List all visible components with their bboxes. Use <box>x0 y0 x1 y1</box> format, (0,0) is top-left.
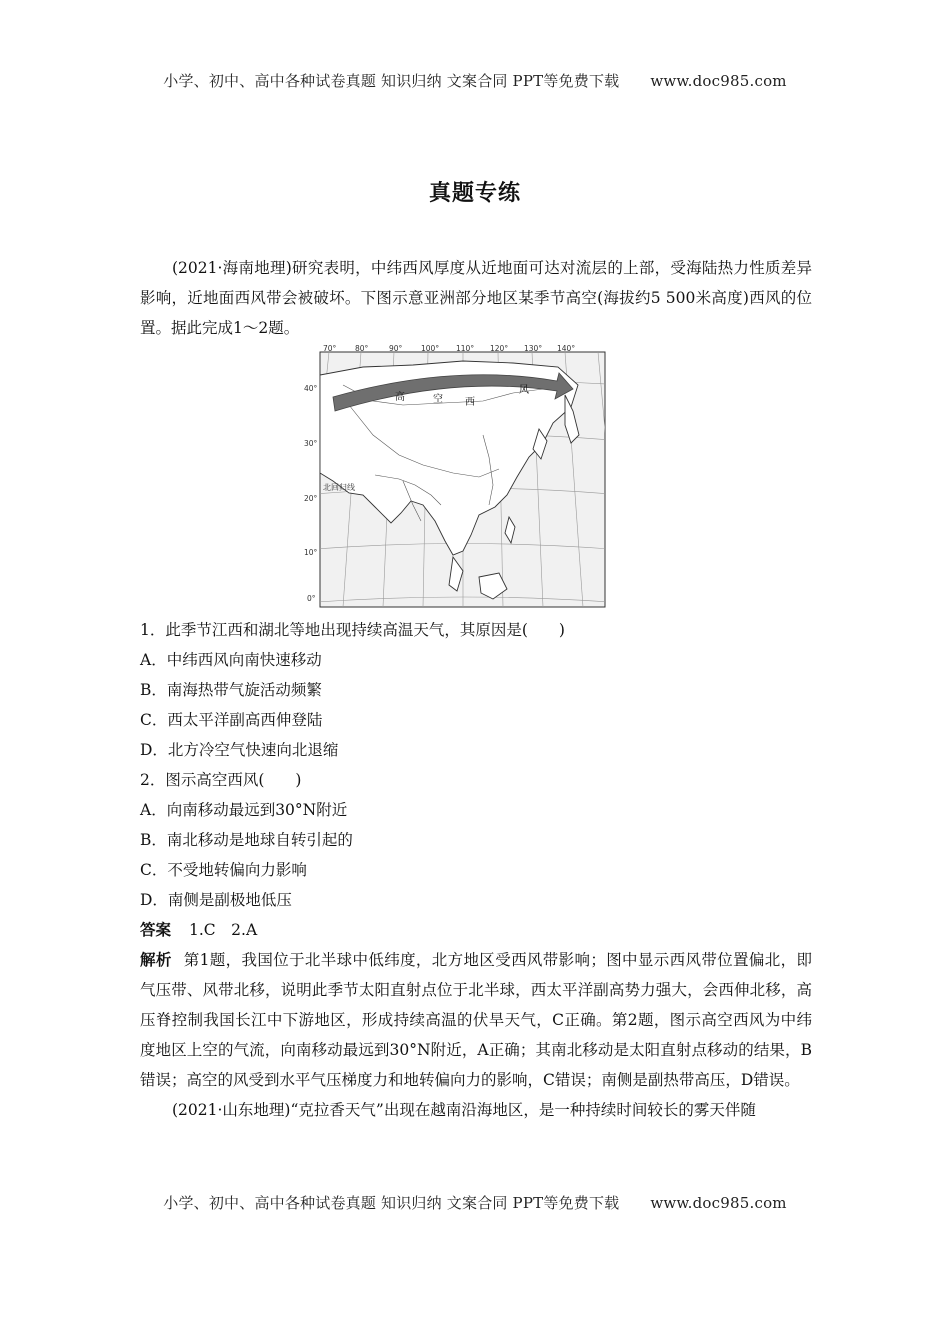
lon-label: 110° <box>456 345 475 353</box>
question-2-option-c: C．不受地转偏向力影响 <box>140 861 307 879</box>
explanation-label: 解析 <box>140 950 172 969</box>
question-1-option-a: A．中纬西风向南快速移动 <box>140 651 322 669</box>
explanation-text: 第1题，我国位于北半球中低纬度，北方地区受西风带影响；图中显示西风带位置偏北，即气压带、风带北移，说明此季节太阳直射点位于北半球，西太平洋副高势力强大，会西伸北移，高压脊控制我国长江中下游地区，形成持续高温的伏旱天气，C正确。第2题，图示高空西风为中纬度地区上空的气流，向南移动最远到30°N附近，A正确；其南北移动是太阳直射点移动的结果，B错误；高空的风受到水平气压梯度力和地转偏向力的影响，C错误；南侧是副热带高压，D错误。 <box>140 951 812 1089</box>
answer-line <box>140 915 812 945</box>
wind-char-3: 西 <box>465 397 475 408</box>
map-figure <box>303 345 609 611</box>
question-2-option-d: D．南侧是副极地低压 <box>140 891 292 909</box>
answer-text: 1.C 2.A <box>189 921 258 939</box>
intro-paragraph: (2021·海南地理)研究表明，中纬西风厚度从近地面可达对流层的上部，受海陆热力性质差异影响，近地面西风带会被破坏。下图示意亚洲部分地区某季节高空(海拔约5 500米高度)西风的位置。据此完成1～2题。 <box>140 259 812 337</box>
document-body <box>140 253 812 1125</box>
explanation-paragraph <box>140 945 812 1095</box>
page-footer <box>0 1192 950 1213</box>
lon-label: 100° <box>421 345 440 353</box>
asia-westerly-map <box>303 345 609 611</box>
question-1-option-d: D．北方冷空气快速向北退缩 <box>140 741 339 759</box>
page-title: 真题专练 <box>428 180 521 206</box>
header-site: www.doc985.com <box>650 72 787 90</box>
question-2-option-a: A．向南移动最远到30°N附近 <box>140 801 348 819</box>
lon-label: 80° <box>355 345 369 353</box>
lon-label: 140° <box>557 345 576 353</box>
question-1-option-c: C．西太平洋副高西伸登陆 <box>140 711 323 729</box>
footer-site: www.doc985.com <box>650 1194 787 1212</box>
lon-label: 130° <box>524 345 543 353</box>
question-2-stem: 2．图示高空西风( ) <box>140 771 302 789</box>
tropic-label: 北回归线 <box>323 483 355 492</box>
wind-char-4: 风 <box>519 385 529 396</box>
lat-labels <box>304 384 318 603</box>
lat-label: 10° <box>304 548 318 557</box>
wind-char-1: 高 <box>395 392 405 403</box>
lat-label: 30° <box>304 439 318 448</box>
page-header <box>0 70 950 91</box>
question-1-option-b: B．南海热带气旋活动频繁 <box>140 681 322 699</box>
footer-text: 小学、初中、高中各种试卷真题 知识归纳 文案合同 PPT等免费下载 <box>163 1194 620 1212</box>
wind-char-2: 空 <box>433 394 443 405</box>
lon-label: 70° <box>323 345 337 353</box>
lon-label: 90° <box>389 345 403 353</box>
next-question-intro: (2021·山东地理)“克拉香天气”出现在越南沿海地区，是一种持续时间较长的雾天伴随 <box>172 1101 756 1119</box>
lat-label: 40° <box>304 384 318 393</box>
lat-label: 0° <box>307 594 316 603</box>
question-2-option-b: B．南北移动是地球自转引起的 <box>140 831 353 849</box>
question-1-stem: 1．此季节江西和湖北等地出现持续高温天气，其原因是( ) <box>140 621 565 639</box>
answer-label: 答案 <box>140 920 172 939</box>
lat-label: 20° <box>304 494 318 503</box>
header-text: 小学、初中、高中各种试卷真题 知识归纳 文案合同 PPT等免费下载 <box>163 72 620 90</box>
lon-label: 120° <box>490 345 509 353</box>
